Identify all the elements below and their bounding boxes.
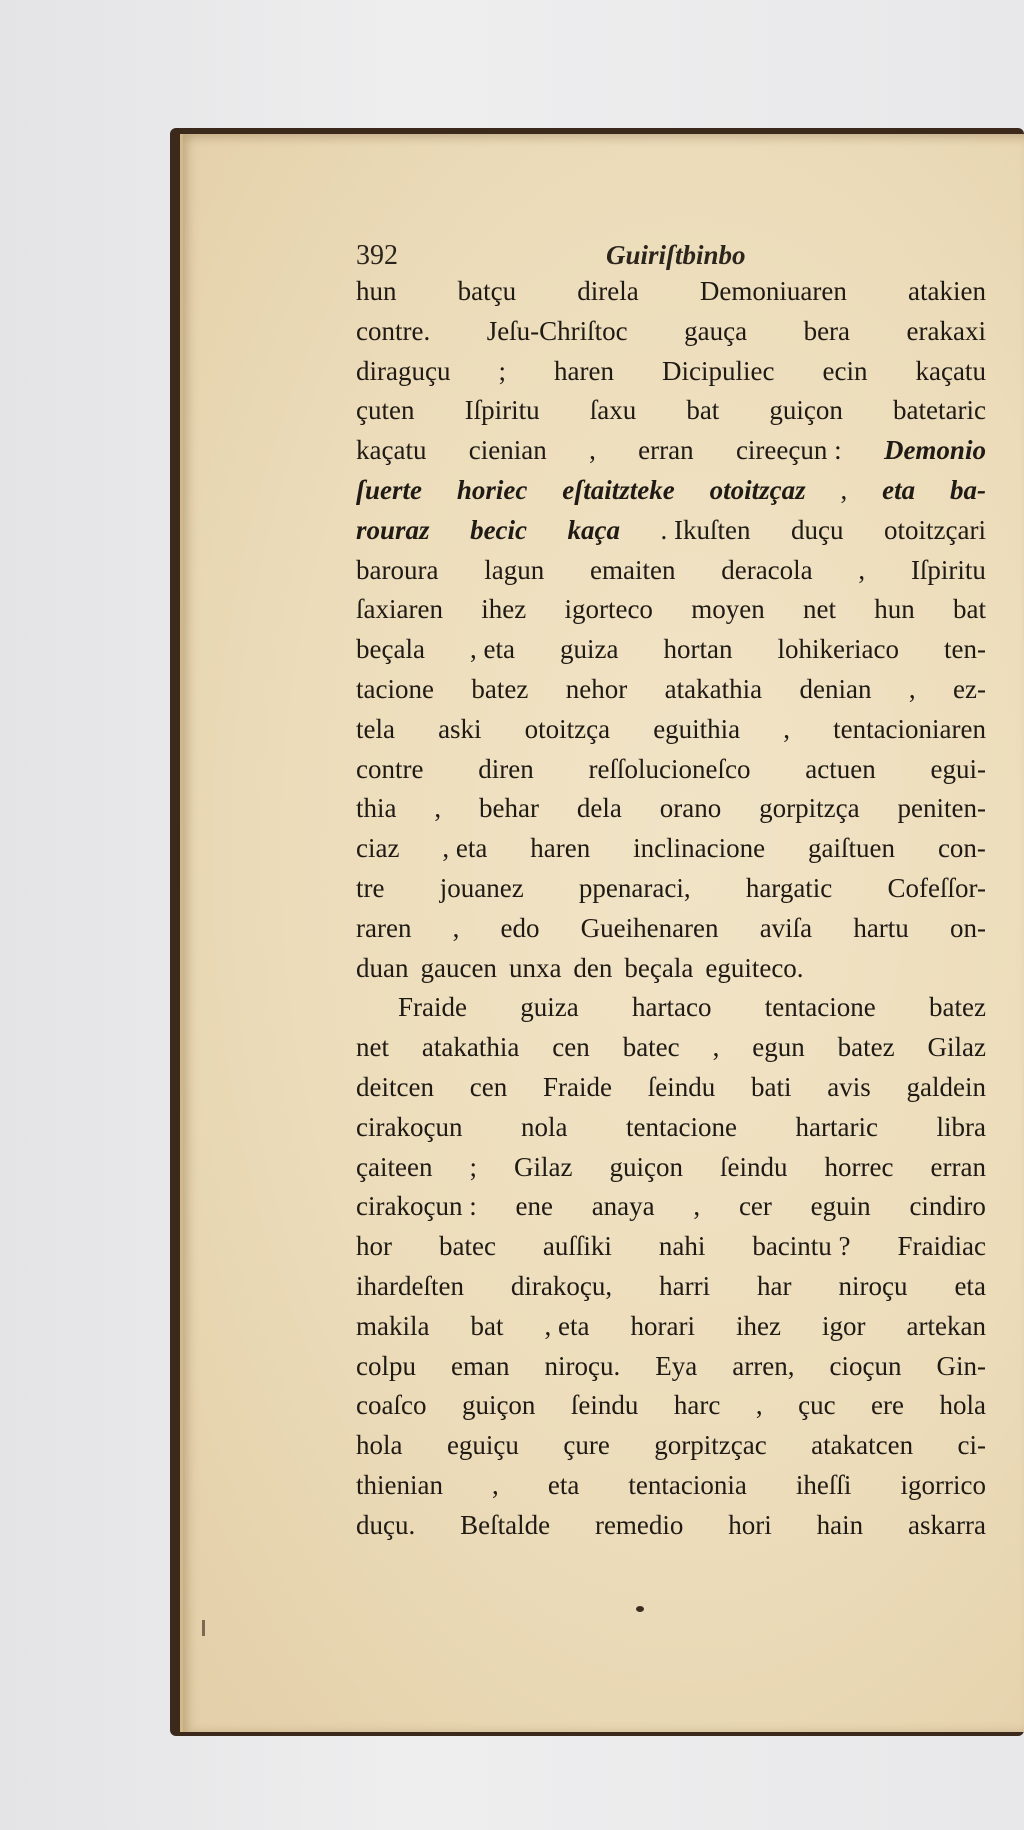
word: batez: [837, 1032, 895, 1063]
word: egui-: [930, 753, 986, 784]
word: denian: [799, 673, 872, 704]
word: libra: [936, 1111, 986, 1142]
word: ,: [712, 1032, 720, 1063]
text-line: [356, 1028, 986, 1068]
word: tela: [356, 713, 395, 744]
word: contre: [356, 753, 424, 784]
page-header: [356, 238, 986, 272]
word: coaſco: [356, 1390, 427, 1421]
text-line: [356, 471, 986, 511]
word: gaucen: [420, 952, 497, 983]
word: Gilaz: [927, 1032, 986, 1063]
word: egun: [752, 1032, 805, 1063]
word: behar: [479, 793, 539, 824]
word: Fraidiac: [897, 1231, 986, 1262]
text-line: [356, 789, 986, 829]
text-line: [356, 1426, 986, 1466]
word: Dicipuliec: [662, 355, 775, 386]
word: ci-: [957, 1430, 986, 1461]
word: cen: [469, 1071, 508, 1102]
word: eguiteco.: [705, 952, 804, 983]
page-number: 392: [356, 240, 398, 271]
word: harri: [659, 1270, 711, 1301]
body-text: [356, 272, 986, 1546]
word: ten-: [944, 634, 986, 665]
word: ba-: [949, 474, 986, 505]
word: ihardeſten: [356, 1270, 464, 1301]
word: . Ikuſten: [660, 514, 751, 545]
word: thienian: [356, 1469, 443, 1500]
word: aviſa: [759, 912, 813, 943]
word: çaiteen: [356, 1151, 433, 1182]
word: horari: [630, 1310, 695, 1341]
word: Beſtalde: [460, 1509, 551, 1540]
text-line: [356, 710, 986, 750]
word: batçu: [457, 276, 517, 306]
word: batetaric: [893, 395, 986, 426]
word: ihez: [736, 1310, 781, 1341]
word: har: [757, 1270, 792, 1301]
word: hor: [356, 1231, 392, 1262]
word: ,: [908, 673, 916, 704]
word: atakathia: [664, 673, 763, 704]
word: duan: [356, 952, 409, 983]
text-line: [356, 1506, 986, 1546]
word: ſuerte: [356, 474, 422, 505]
word: tentacione: [764, 992, 876, 1023]
word: ſeindu: [570, 1390, 639, 1421]
page-text: [356, 238, 986, 1546]
word: ,: [434, 793, 442, 824]
word: arren,: [732, 1350, 795, 1381]
word: duçu: [791, 514, 844, 545]
word: baroura: [356, 554, 439, 585]
word: ,: [452, 912, 460, 943]
text-line: [356, 1347, 986, 1387]
word: tre: [356, 872, 385, 903]
word: unxa: [508, 952, 562, 983]
text-line: [356, 1307, 986, 1347]
word: Jeſu-Chriſtoc: [486, 315, 628, 346]
word: ,: [858, 554, 866, 585]
word: reſſolucioneſco: [588, 753, 751, 784]
text-line: [356, 1386, 986, 1426]
word: kaçatu: [915, 355, 986, 386]
text-line: [356, 949, 986, 989]
word: aski: [438, 713, 482, 744]
word: cirakoçun: [356, 1111, 463, 1142]
word: bat: [686, 395, 720, 426]
word: ;: [469, 1151, 477, 1182]
word: den: [573, 952, 613, 983]
word: bera: [803, 315, 851, 346]
word: cienian: [468, 435, 547, 466]
word: actuen: [805, 753, 876, 784]
word: eta: [882, 474, 916, 505]
word: ppenaraci,: [578, 872, 691, 903]
text-line: [356, 272, 986, 312]
word: haren: [554, 355, 614, 386]
word: hun: [874, 594, 915, 625]
text-line: [356, 750, 986, 790]
word: peniten-: [897, 793, 986, 824]
word: emaiten: [589, 554, 676, 585]
word: horrec: [824, 1151, 894, 1182]
word: hortan: [663, 634, 733, 665]
word: Iſpiritu: [464, 395, 540, 426]
word: batez: [471, 673, 529, 704]
word: eguithia: [653, 713, 741, 744]
word: ez-: [953, 673, 986, 704]
word: gaiſtuen: [808, 833, 896, 864]
word: nola: [520, 1111, 568, 1142]
word: , eta: [469, 634, 515, 665]
word: deracola: [721, 554, 813, 585]
word: ,: [755, 1390, 763, 1421]
word: diraguçu: [356, 355, 451, 386]
word: jouanez: [439, 872, 524, 903]
word: nahi: [658, 1231, 706, 1262]
word: bati: [750, 1071, 792, 1102]
word: hun: [356, 276, 397, 306]
word: ,: [589, 435, 596, 466]
word: guiza: [520, 992, 579, 1023]
word: duçu.: [356, 1509, 416, 1540]
text-line: [356, 1108, 986, 1148]
word: net: [802, 594, 836, 625]
word: eguiçu: [446, 1430, 519, 1461]
word: , eta: [544, 1310, 590, 1341]
word: erran: [930, 1151, 986, 1182]
word: anaya: [591, 1191, 655, 1222]
word: erakaxi: [906, 315, 986, 346]
word: remedio: [594, 1509, 684, 1540]
word: hartaric: [795, 1111, 878, 1142]
word: Gueihenaren: [580, 912, 719, 943]
word: batec: [622, 1032, 680, 1063]
word: niroçu.: [544, 1350, 621, 1381]
word: gorpitzçac: [654, 1430, 767, 1461]
word: moyen: [691, 594, 765, 625]
word: tacione: [356, 673, 434, 704]
word: otoitzçari: [884, 514, 986, 545]
word: Fraide: [398, 992, 467, 1023]
word: otoitzçaz: [709, 474, 806, 505]
word: nehor: [565, 673, 628, 704]
word: igorteco: [564, 594, 653, 625]
text-line: [356, 988, 986, 1028]
word: lohikeriaco: [777, 634, 899, 665]
word: raren: [356, 912, 412, 943]
text-line: [356, 1466, 986, 1506]
word: deitcen: [356, 1071, 434, 1102]
word: haren: [530, 833, 591, 864]
word: cirakoçun :: [356, 1191, 477, 1222]
word: becic: [470, 514, 528, 545]
word: niroçu: [838, 1270, 908, 1301]
word: direla: [577, 276, 639, 306]
text-line: [356, 590, 986, 630]
word: auſſiki: [542, 1231, 612, 1262]
text-line: [356, 391, 986, 431]
text-line: [356, 352, 986, 392]
word: çuc: [798, 1390, 836, 1421]
word: on-: [949, 912, 986, 943]
word: , eta: [442, 833, 488, 864]
word: dirakoçu,: [510, 1270, 613, 1301]
word: Cofeſſor-: [887, 872, 986, 903]
word: bat: [470, 1310, 504, 1341]
word: Demonio: [883, 435, 986, 466]
word: contre.: [356, 315, 431, 346]
word: hargatic: [745, 872, 833, 903]
word: eta: [547, 1469, 580, 1500]
word: ene: [515, 1191, 553, 1222]
word: ;: [498, 355, 506, 386]
word: galdein: [906, 1071, 986, 1102]
word: gorpitzça: [759, 793, 860, 824]
text-line: [356, 1148, 986, 1188]
page-mark: [202, 1620, 205, 1636]
word: tentacionia: [628, 1469, 747, 1500]
word: eta: [954, 1270, 986, 1301]
word: horiec: [456, 474, 528, 505]
word: orano: [659, 793, 722, 824]
word: beçala: [356, 634, 425, 665]
word: lagun: [484, 554, 545, 585]
word: erran: [638, 435, 694, 466]
page-mark: [636, 1606, 644, 1612]
word: atakatcen: [811, 1430, 914, 1461]
word: tentacione: [626, 1111, 737, 1142]
word: thia: [356, 793, 397, 824]
text-line: [356, 551, 986, 591]
word: hartu: [853, 912, 909, 943]
word: igorrico: [900, 1469, 986, 1500]
word: eman: [451, 1350, 510, 1381]
text-line: [356, 431, 986, 471]
word: guiçon: [461, 1390, 536, 1421]
word: hola: [939, 1390, 986, 1421]
word: ecin: [822, 355, 868, 386]
word: hori: [728, 1509, 772, 1540]
word: otoitzça: [524, 713, 611, 744]
word: eſtaitzteke: [562, 474, 675, 505]
word: atakathia: [421, 1032, 520, 1063]
word: inclinacione: [633, 833, 766, 864]
word: artekan: [906, 1310, 986, 1341]
text-line: [356, 511, 986, 551]
word: bacintu ?: [752, 1231, 851, 1262]
word: avis: [827, 1071, 871, 1102]
word: çure: [563, 1430, 610, 1461]
text-line: [356, 1267, 986, 1307]
word: hartaco: [632, 992, 712, 1023]
word: ciaz: [356, 833, 400, 864]
text-line: [356, 312, 986, 352]
word: Gin-: [936, 1350, 986, 1381]
word: ſeindu: [647, 1071, 716, 1102]
word: dela: [576, 793, 622, 824]
word: Demoniuaren: [699, 276, 847, 306]
word: Eya: [655, 1350, 698, 1381]
word: ,: [693, 1191, 701, 1222]
word: bat: [953, 594, 986, 625]
word: guiçon: [769, 395, 843, 426]
word: ere: [871, 1390, 905, 1421]
word: eguin: [810, 1191, 871, 1222]
word: makila: [356, 1310, 430, 1341]
word: guiza: [559, 634, 619, 665]
word: harc: [673, 1390, 721, 1421]
word: cioçun: [829, 1350, 902, 1381]
word: cindiro: [909, 1191, 986, 1222]
word: çuten: [356, 395, 415, 426]
word: ihez: [481, 594, 527, 625]
word: rouraz: [356, 514, 430, 545]
word: batez: [929, 992, 986, 1023]
word: Iſpiritu: [910, 554, 986, 585]
word: ,: [783, 713, 790, 744]
word: iheſſi: [795, 1469, 852, 1500]
text-line: [356, 630, 986, 670]
running-head: Guiriſtbinbo: [606, 240, 746, 270]
word: batec: [438, 1231, 496, 1262]
word: hain: [816, 1509, 864, 1540]
text-line: [356, 829, 986, 869]
text-line: [356, 1068, 986, 1108]
word: gauça: [684, 315, 748, 346]
word: hola: [356, 1430, 403, 1461]
text-line: [356, 670, 986, 710]
text-line: [356, 869, 986, 909]
text-line: [356, 1227, 986, 1267]
word: diren: [478, 753, 534, 784]
word: igor: [822, 1310, 866, 1341]
word: beçala: [624, 952, 694, 983]
word: net: [356, 1032, 389, 1063]
word: ſaxiaren: [356, 594, 443, 625]
word: ,: [492, 1469, 499, 1500]
text-line: [356, 909, 986, 949]
word: Fraide: [542, 1071, 612, 1102]
word: cireeçun :: [735, 435, 842, 466]
text-line: [356, 1187, 986, 1227]
word: ſaxu: [589, 395, 637, 426]
word: Gilaz: [514, 1151, 573, 1182]
word: askarra: [908, 1509, 986, 1540]
word: cer: [738, 1191, 772, 1222]
word: con-: [937, 833, 986, 864]
word: tentacioniaren: [833, 713, 986, 744]
word: kaça: [567, 514, 621, 545]
word: edo: [500, 912, 540, 943]
word: cen: [552, 1032, 590, 1063]
word: ,: [840, 474, 848, 505]
word: atakien: [908, 276, 986, 306]
word: kaçatu: [356, 435, 427, 466]
word: guiçon: [609, 1151, 683, 1182]
word: colpu: [356, 1350, 416, 1381]
word: ſeindu: [720, 1151, 788, 1182]
